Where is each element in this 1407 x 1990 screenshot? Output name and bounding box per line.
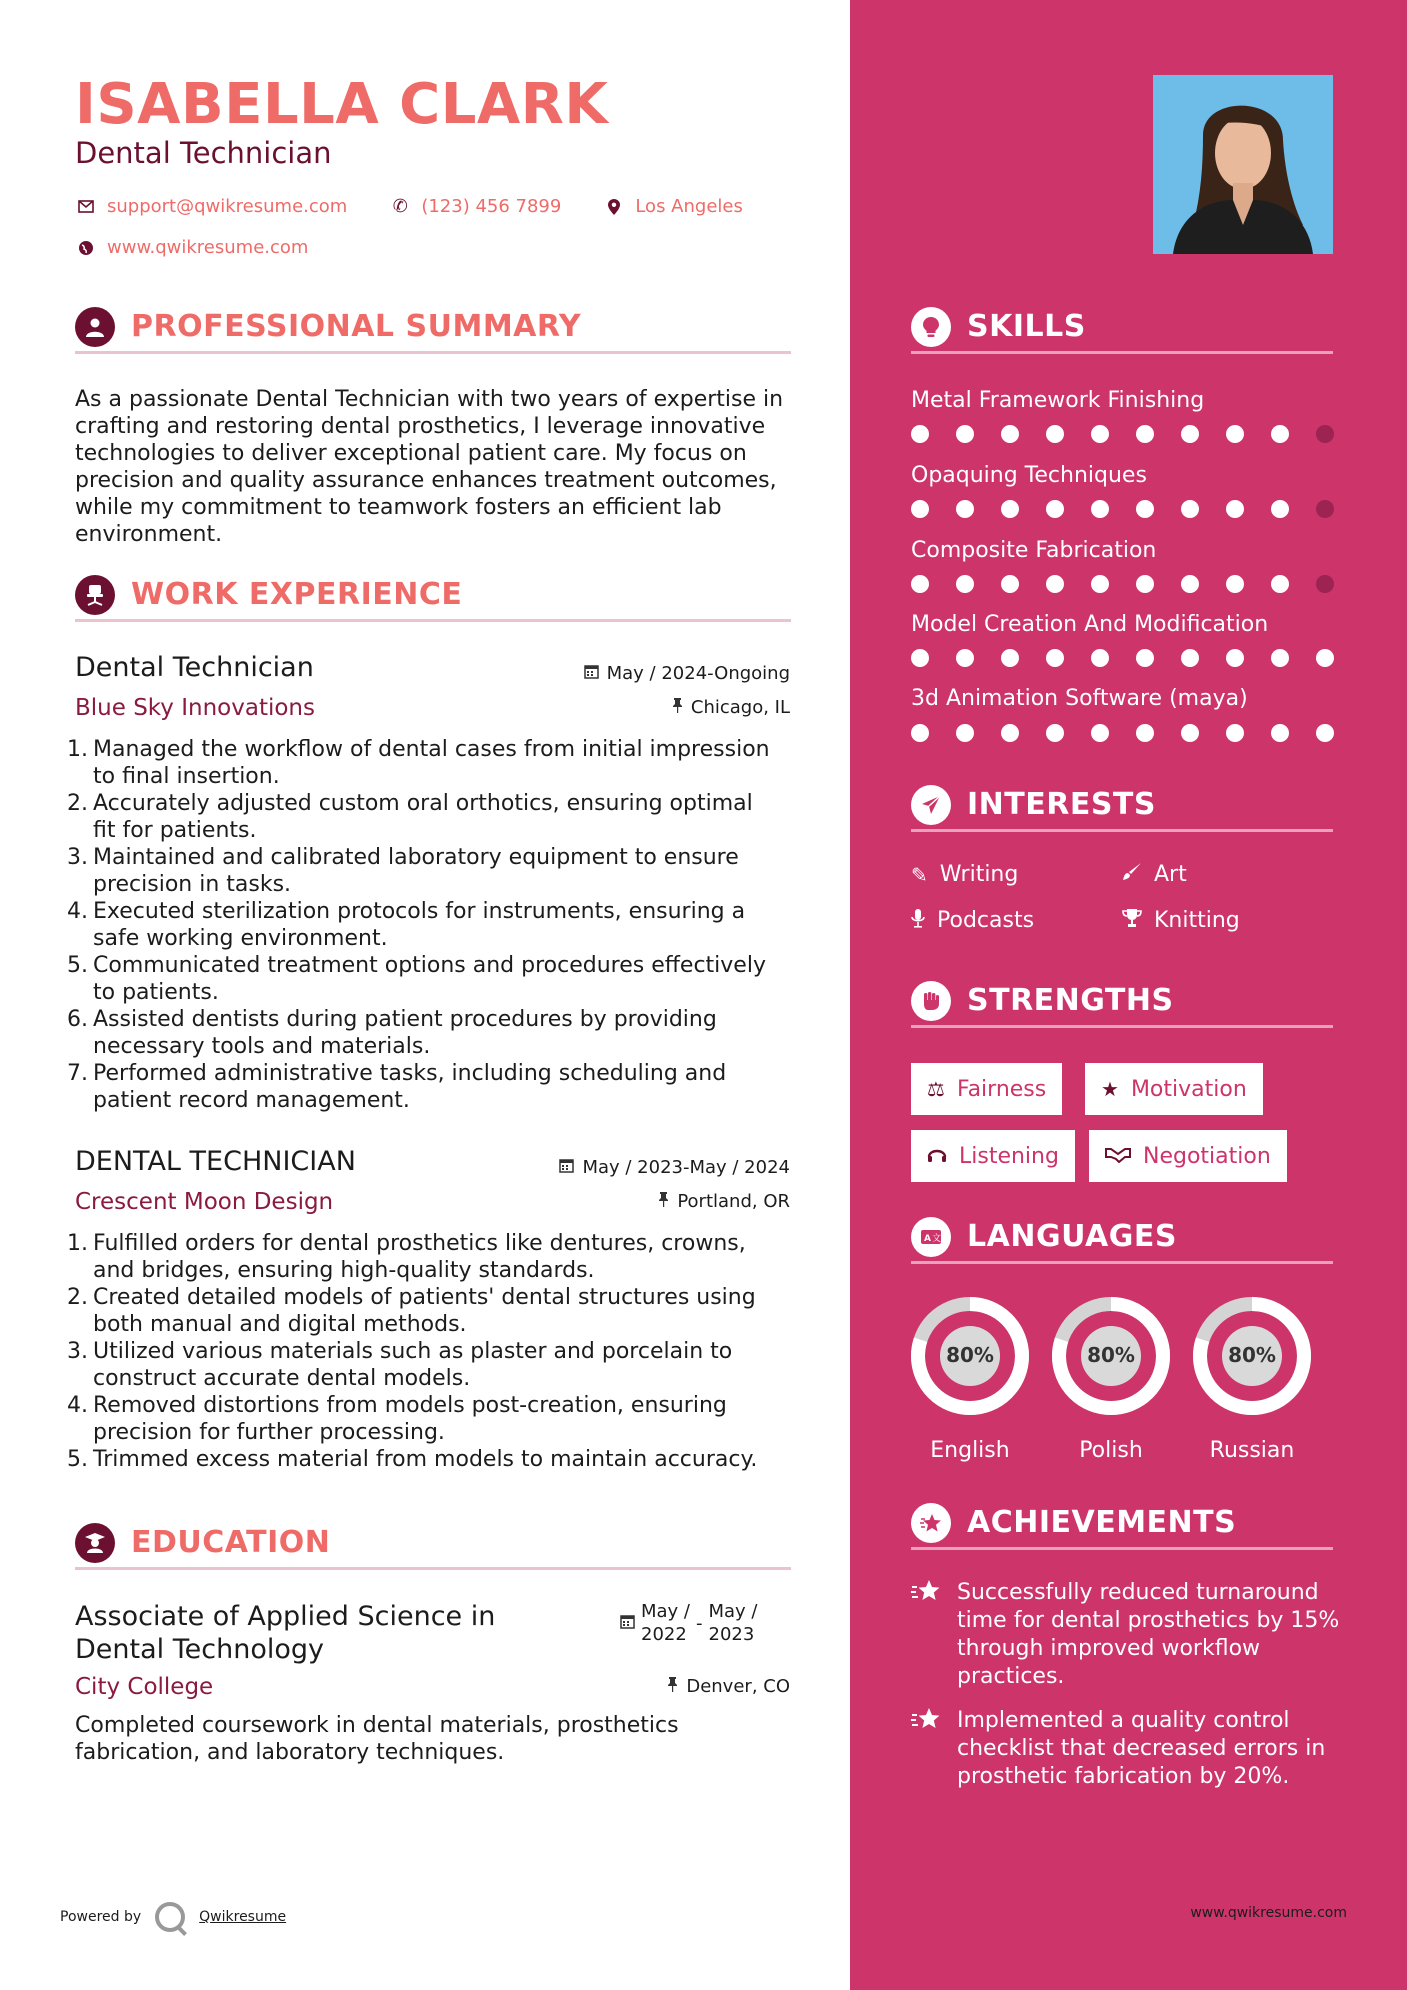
rating-dot-filled xyxy=(1226,649,1244,667)
job-bullets xyxy=(67,736,797,1114)
rating-dot-filled xyxy=(1091,649,1109,667)
list-item: 4. Executed sterilization protocols for instruments, ensuring a safe working environment. xyxy=(67,899,746,951)
calendar-icon xyxy=(620,1612,635,1635)
scale-icon: ⚖ xyxy=(927,1077,945,1101)
qwikresume-logo-icon xyxy=(155,1902,185,1932)
rating-dot-filled xyxy=(1271,649,1289,667)
svg-text:文: 文 xyxy=(932,1233,942,1244)
list-item: 2. Accurately adjusted custom oral orthotics, ensuring optimal fit for patients. xyxy=(67,791,753,843)
rating-dot-filled xyxy=(1001,500,1019,518)
contact-row xyxy=(75,196,743,217)
language-progress-ring xyxy=(1051,1296,1171,1416)
rating-dot-filled xyxy=(1046,724,1064,742)
footer-site-link[interactable]: www.qwikresume.com xyxy=(1190,1905,1347,1921)
rating-dot-filled xyxy=(1091,500,1109,518)
start-date: May / 2022 xyxy=(641,1601,690,1645)
list-item: 3. Utilized various materials such as plaster and porcelain to construct accurate dental models. xyxy=(67,1339,733,1391)
user-icon xyxy=(75,307,115,347)
rating-dot-filled xyxy=(1046,425,1064,443)
phone-text: (123) 456 7899 xyxy=(421,196,562,217)
website-link[interactable]: www.qwikresume.com xyxy=(107,237,309,258)
rating-dot-filled xyxy=(1226,575,1244,593)
strength-badge: Listening xyxy=(911,1130,1075,1182)
star-badge-icon xyxy=(911,1707,945,1791)
envelope-icon xyxy=(75,200,97,213)
job-date: May / 2024-Ongoing xyxy=(584,663,790,684)
skill-rating xyxy=(911,425,1334,443)
language-item xyxy=(1051,1296,1171,1463)
rating-dot-filled xyxy=(1316,724,1334,742)
footer-powered-by: Powered by Qwikresume xyxy=(60,1902,286,1932)
translate-icon xyxy=(911,1217,951,1257)
achievement-item: Successfully reduced turnaround time for dental prosthetics by 15% through improved workflow practices. xyxy=(911,1579,1341,1691)
rating-dot-filled xyxy=(1226,500,1244,518)
office-chair-icon xyxy=(75,575,115,615)
language-progress-ring xyxy=(910,1296,1030,1416)
star-icon: ★ xyxy=(1101,1077,1119,1101)
education-description: Completed coursework in dental materials, prosthetics fabrication, and laboratory techniques. xyxy=(75,1713,679,1765)
list-item: 6. Assisted dentists during patient procedures by providing necessary tools and materials. xyxy=(67,1007,717,1059)
school-location: Denver, CO xyxy=(667,1676,790,1697)
language-name: English xyxy=(930,1438,1010,1463)
graduate-icon xyxy=(75,1523,115,1563)
rating-dot-filled xyxy=(1001,649,1019,667)
phone-icon: ✆ xyxy=(392,196,408,217)
rating-dot-filled xyxy=(1226,425,1244,443)
pencil-icon: ✎ xyxy=(911,862,928,887)
microphone-icon xyxy=(911,908,925,933)
language-name: Russian xyxy=(1209,1438,1295,1463)
job-company: Crescent Moon Design xyxy=(75,1189,334,1215)
skill-rating xyxy=(911,500,1334,518)
rating-dot-filled xyxy=(1136,575,1154,593)
skill-name: Metal Framework Finishing xyxy=(911,388,1205,413)
list-item: 1. Managed the workflow of dental cases from initial impression to final insertion. xyxy=(67,737,770,789)
rating-dot-filled xyxy=(1181,724,1199,742)
rating-dot-filled xyxy=(1091,724,1109,742)
interest-item: Podcasts xyxy=(911,908,1034,933)
degree-title: Associate of Applied Science in Dental Technology xyxy=(75,1601,496,1665)
rating-dot-filled xyxy=(1181,575,1199,593)
handshake-icon xyxy=(1105,1144,1131,1168)
strength-badge: ★ Motivation xyxy=(1085,1063,1263,1115)
rating-dot-filled xyxy=(911,724,929,742)
rating-dot-filled xyxy=(1046,575,1064,593)
rating-dot-filled xyxy=(1001,575,1019,593)
rating-dot-filled xyxy=(1091,425,1109,443)
rating-dot-filled xyxy=(911,575,929,593)
pushpin-icon xyxy=(667,1676,678,1697)
paintbrush-icon xyxy=(1122,862,1142,887)
rating-dot-filled xyxy=(1046,500,1064,518)
language-percent: 80% xyxy=(1228,1343,1276,1367)
strength-badge: ⚖ Fairness xyxy=(911,1063,1062,1115)
language-name: Polish xyxy=(1079,1438,1143,1463)
list-item: 3. Maintained and calibrated laboratory equipment to ensure precision in tasks. xyxy=(67,845,739,897)
contact-row-web xyxy=(75,237,308,258)
skill-rating xyxy=(911,724,1334,742)
rating-dot-filled xyxy=(1136,724,1154,742)
paper-plane-icon xyxy=(911,785,951,825)
rating-dot-filled xyxy=(1136,425,1154,443)
rating-dot-filled xyxy=(1271,724,1289,742)
interest-item: Art xyxy=(1122,862,1187,887)
star-badge-icon xyxy=(911,1579,945,1691)
rating-dot-empty xyxy=(1316,575,1334,593)
experience-heading: WORK EXPERIENCE xyxy=(75,580,791,622)
rating-dot-filled xyxy=(1181,500,1199,518)
candidate-name: ISABELLA CLARK xyxy=(75,72,609,137)
calendar-icon xyxy=(559,1158,574,1177)
job-company: Blue Sky Innovations xyxy=(75,695,315,721)
rating-dot-filled xyxy=(956,425,974,443)
language-percent: 80% xyxy=(946,1343,994,1367)
school-name: City College xyxy=(75,1674,214,1700)
rating-dot-filled xyxy=(1136,649,1154,667)
rating-dot-filled xyxy=(1001,425,1019,443)
star-badge-icon xyxy=(911,1503,951,1543)
job-date: May / 2023-May / 2024 xyxy=(559,1157,790,1178)
skill-name: Opaquing Techniques xyxy=(911,463,1147,488)
rating-dot-empty xyxy=(1316,500,1334,518)
language-item xyxy=(910,1296,1030,1463)
rating-dot-filled xyxy=(1271,425,1289,443)
language-percent: 80% xyxy=(1087,1343,1135,1367)
list-item: 1. Fulfilled orders for dental prosthetics like dentures, crowns, and bridges, ensuring high-quality standards. xyxy=(67,1231,746,1283)
rating-dot-filled xyxy=(956,724,974,742)
list-item: 2. Created detailed models of patients' dental structures using both manual and digital methods. xyxy=(67,1285,756,1337)
location-text: Los Angeles xyxy=(635,196,743,217)
email-link[interactable]: support@qwikresume.com xyxy=(107,196,348,217)
job-title: Dental Technician xyxy=(75,652,314,683)
svg-text:A: A xyxy=(924,1233,931,1244)
job-title: DENTAL TECHNICIAN xyxy=(75,1146,356,1177)
interest-item: ✎ Writing xyxy=(911,862,1019,887)
achievements-heading: ACHIEVEMENTS xyxy=(911,1508,1333,1550)
strength-badge: Negotiation xyxy=(1089,1130,1287,1182)
language-item xyxy=(1192,1296,1312,1463)
summary-heading: PROFESSIONAL SUMMARY xyxy=(75,312,791,354)
languages-heading: A 文 LANGUAGES xyxy=(911,1222,1333,1264)
rating-dot-filled xyxy=(1136,500,1154,518)
skill-name: Model Creation And Modification xyxy=(911,612,1269,637)
job-bullets xyxy=(67,1230,797,1473)
rating-dot-filled xyxy=(911,500,929,518)
list-item: 5. Communicated treatment options and procedures effectively to patients. xyxy=(67,953,766,1005)
summary-text: As a passionate Dental Technician with two years of expertise in crafting and restoring dental prosthetics, I leverage innovative technologies to deliver exceptional patient care. My focus on precision and quality assurance enhances treatment outcomes, while my commitment to teamwork fosters an efficient lab environment. xyxy=(75,387,784,547)
rating-dot-filled xyxy=(911,649,929,667)
end-date: May / 2023 xyxy=(708,1601,758,1645)
rating-dot-filled xyxy=(1001,724,1019,742)
list-item: 5. Trimmed excess material from models to maintain accuracy. xyxy=(67,1447,758,1472)
job-location: Chicago, IL xyxy=(672,697,790,718)
rating-dot-empty xyxy=(1316,425,1334,443)
achievement-item: Implemented a quality control checklist that decreased errors in prosthetic fabrication by 20%. xyxy=(911,1707,1341,1791)
skills-heading: SKILLS xyxy=(911,312,1333,354)
list-item: 4. Removed distortions from models post-creation, ensuring precision for further processing. xyxy=(67,1393,727,1445)
map-pin-icon xyxy=(603,199,625,215)
profile-photo xyxy=(1153,75,1333,254)
job-location: Portland, OR xyxy=(658,1191,790,1212)
rating-dot-filled xyxy=(1226,724,1244,742)
rating-dot-filled xyxy=(956,649,974,667)
globe-icon xyxy=(75,240,97,256)
interest-item: Knitting xyxy=(1122,908,1240,933)
pushpin-icon xyxy=(672,698,683,717)
skill-rating xyxy=(911,649,1334,667)
skill-rating xyxy=(911,575,1334,593)
strengths-heading: STRENGTHS xyxy=(911,986,1333,1028)
trophy-icon xyxy=(1122,908,1142,933)
calendar-icon xyxy=(584,664,599,683)
brand-link[interactable]: Qwikresume xyxy=(199,1909,287,1925)
lightbulb-icon xyxy=(911,307,951,347)
language-progress-ring xyxy=(1192,1296,1312,1416)
rating-dot-filled xyxy=(911,425,929,443)
fist-icon xyxy=(911,981,951,1021)
rating-dot-filled xyxy=(956,575,974,593)
rating-dot-filled xyxy=(1271,575,1289,593)
rating-dot-filled xyxy=(1271,500,1289,518)
education-heading: EDUCATION xyxy=(75,1528,791,1570)
rating-dot-filled xyxy=(956,500,974,518)
headphones-icon xyxy=(927,1144,947,1168)
pushpin-icon xyxy=(658,1192,669,1211)
candidate-title: Dental Technician xyxy=(75,136,332,170)
rating-dot-filled xyxy=(1091,575,1109,593)
list-item: 7. Performed administrative tasks, including scheduling and patient record management. xyxy=(67,1061,727,1113)
interests-heading: INTERESTS xyxy=(911,790,1333,832)
rating-dot-filled xyxy=(1181,425,1199,443)
skill-name: 3d Animation Software (maya) xyxy=(911,686,1248,711)
education-dates: May / 2022 - May / 2023 xyxy=(620,1600,758,1646)
skill-name: Composite Fabrication xyxy=(911,538,1157,563)
rating-dot-filled xyxy=(1316,649,1334,667)
rating-dot-filled xyxy=(1181,649,1199,667)
rating-dot-filled xyxy=(1046,649,1064,667)
